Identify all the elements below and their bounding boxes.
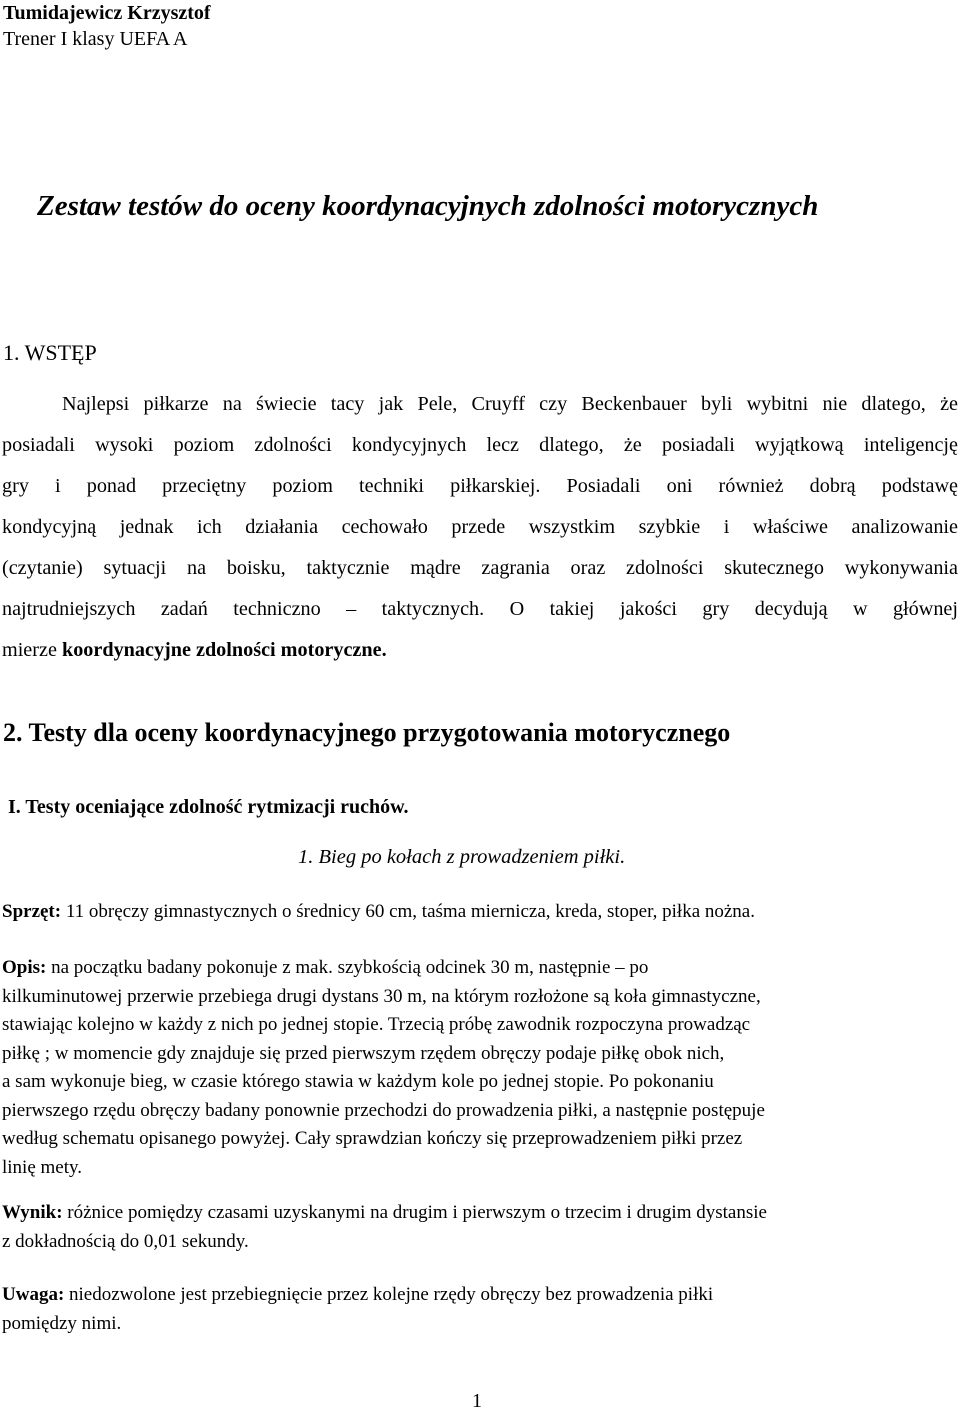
intro-line: kondycyjną jednak ich działania cechowało przede wszystkim szybkie i właściwe analizowanie [2,516,958,538]
author-title: Trener I klasy UEFA A [3,28,188,50]
description-label: Opis: [2,957,47,978]
note-paragraph [2,1281,958,1338]
description-line: kilkuminutowej przerwie przebiega drugi dystans 30 m, na którym rozłożone są koła gimnastyczne, [2,985,761,1007]
intro-final-bold: koordynacyjne zdolności motoryczne. [61,639,387,661]
equipment-paragraph [2,898,958,927]
author-name: Tumidajewicz Krzysztof [3,2,211,24]
subsection-heading: I. Testy oceniające zdolność rytmizacji ruchów. [8,796,409,818]
description-line: pierwszego rzędu obręczy badany ponownie przechodzi do prowadzenia piłki, a następnie postępuje [2,1099,765,1121]
intro-line: gry i ponad przeciętny poziom techniki piłkarskiej. Posiadali oni również dobrą podstawę [2,475,958,497]
section-heading-intro: 1. WSTĘP [3,340,97,365]
intro-line-final [2,639,958,665]
page-number: 1 [472,1390,482,1412]
result-paragraph [2,1199,958,1256]
note-label: Uwaga: [2,1284,65,1305]
description-line: na początku badany pokonuje z mak. szybkością odcinek 30 m, następnie – po [46,957,649,978]
intro-line: Najlepsi piłkarze na świecie tacy jak Pele, Cruyff czy Beckenbauer byli wybitni nie dlatego, że [62,393,958,415]
result-label: Wynik: [2,1202,63,1223]
test-title: 1. Bieg po kołach z prowadzeniem piłki. [298,846,626,868]
intro-line: (czytanie) sytuacji na boisku, taktycznie mądre zagrania oraz zdolności skutecznego wykonywania [2,557,958,579]
intro-line: najtrudniejszych zadań techniczno – taktycznych. O takiej jakości gry decydują w głównej [2,598,958,620]
description-line: linię mety. [2,1156,83,1178]
description-line: a sam wykonuje bieg, w czasie którego stawia w każdym kole po jednej stopie. Po pokonaniu [2,1071,714,1092]
intro-final-prefix: mierze [2,639,62,661]
section-heading-tests: 2. Testy dla oceny koordynacyjnego przygotowania motorycznego [3,718,731,747]
equipment-text: 11 obręczy gimnastycznych o średnicy 60 cm, taśma miernicza, kreda, stoper, piłka nożna. [61,901,755,922]
intro-line: posiadali wysoki poziom zdolności kondycyjnych lecz dlatego, że posiadali wyjątkową inteligencję [2,434,958,456]
document-title: Zestaw testów do oceny koordynacyjnych zdolności motorycznych [37,190,819,222]
result-line: z dokładnością do 0,01 sekundy. [2,1230,249,1252]
note-line: pomiędzy nimi. [2,1312,122,1334]
note-line: niedozwolone jest przebiegnięcie przez kolejne rzędy obręczy bez prowadzenia piłki [64,1284,714,1305]
description-line: piłkę ; w momencie gdy znajduje się przed pierwszym rzędem obręczy podaje piłkę obok nich, [2,1042,725,1064]
description-paragraph [2,954,958,1182]
equipment-label: Sprzęt: [2,901,62,922]
description-line: stawiając kolejno w każdy z nich po jednej stopie. Trzecią próbę zawodnik rozpoczyna prowadząc [2,1014,751,1035]
result-line: różnice pomiędzy czasami uzyskanymi na drugim i pierwszym o trzecim i drugim dystansie [62,1202,767,1223]
description-line: według schematu opisanego powyżej. Cały sprawdzian kończy się przeprowadzeniem piłki przez [2,1128,743,1149]
